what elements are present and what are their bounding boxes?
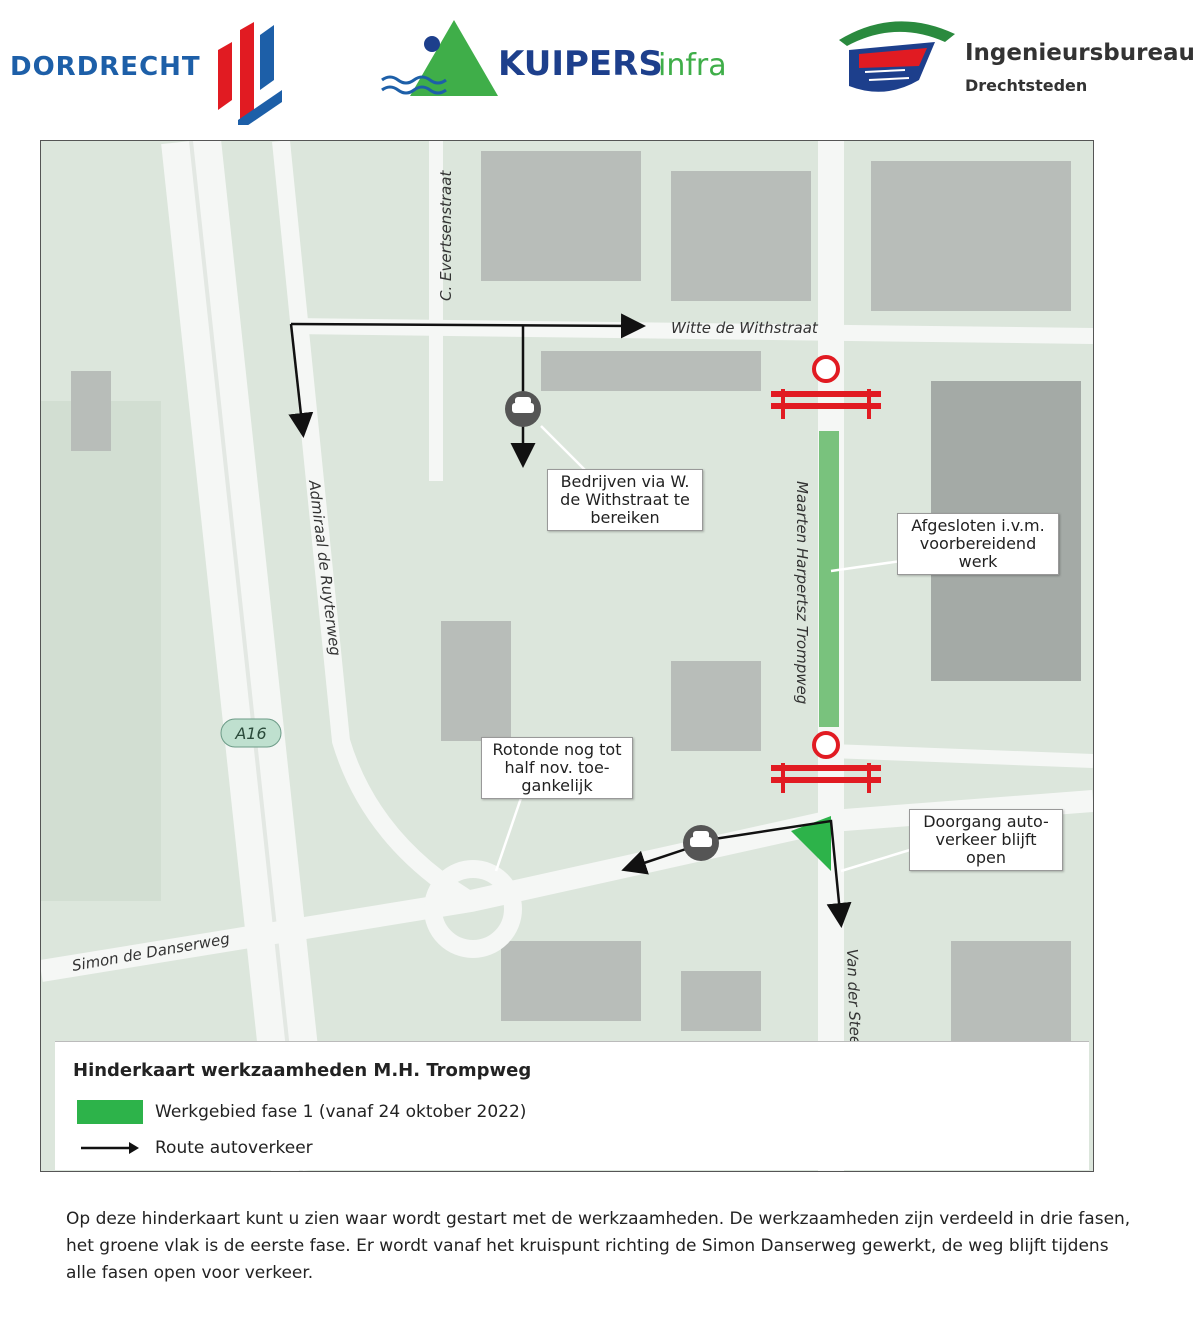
hindrance-map bbox=[40, 140, 1094, 1172]
work-area-phase-1 bbox=[819, 431, 839, 727]
callout-afgesloten: Afgesloten i.v.m. voorbereidend werk bbox=[897, 513, 1059, 575]
dordrecht-wordmark: DORDRECHT bbox=[10, 52, 201, 82]
street-simon-de-danserweg: Simon de Danserweg bbox=[70, 929, 232, 975]
callout-doorgang: Doorgang auto- verkeer blijft open bbox=[909, 809, 1063, 871]
callout-bedrijven: Bedrijven via W. de Withstraat te bereiken bbox=[547, 469, 703, 531]
ingenieursbureau-emblem-icon bbox=[835, 10, 955, 100]
street-admiraal-de-ruyterweg: Admiraal de Ruyterweg bbox=[305, 479, 345, 657]
a16-label: A16 bbox=[235, 724, 267, 743]
green-area bbox=[41, 401, 161, 901]
map-legend bbox=[55, 1041, 1089, 1170]
legend-swatch-work-area bbox=[77, 1100, 143, 1124]
kuipers-logo bbox=[380, 10, 760, 110]
legend-row-work-area bbox=[77, 1100, 526, 1124]
ingenieursbureau-logo bbox=[835, 10, 1195, 110]
callout-rotonde: Rotonde nog tot half nov. toe- gankelijk bbox=[481, 737, 633, 799]
kuipers-wordmark: KUIPERS bbox=[498, 44, 663, 84]
street-witte-de-withstraat: Witte de Withstraat bbox=[671, 319, 818, 337]
legend-title: Hinderkaart werkzaamheden M.H. Trompweg bbox=[73, 1060, 532, 1081]
arrow-icon bbox=[77, 1136, 143, 1160]
street-evertsenstraat: C. Evertsenstraat bbox=[437, 170, 455, 301]
street-trompweg: Maarten Harpertsz Trompweg bbox=[793, 481, 811, 705]
kuipers-sub-wordmark: infra bbox=[658, 48, 727, 83]
car-icon bbox=[505, 391, 541, 427]
ingenieursbureau-sub-wordmark: Drechtsteden bbox=[965, 76, 1088, 95]
dordrecht-emblem-icon bbox=[200, 10, 290, 125]
legend-route-label: Route autoverkeer bbox=[155, 1138, 313, 1158]
kuipers-emblem-icon bbox=[380, 10, 500, 100]
ingenieursbureau-wordmark: Ingenieursbureau bbox=[965, 40, 1195, 66]
dordrecht-logo bbox=[10, 10, 290, 125]
map-canvas bbox=[41, 141, 1093, 1171]
legend-work-area-label: Werkgebied fase 1 (vanaf 24 oktober 2022) bbox=[155, 1102, 527, 1122]
car-icon bbox=[683, 825, 719, 861]
footnote-text: Op deze hinderkaart kunt u zien waar wordt gestart met de werkzaamheden. De werkzaamheden zijn verdeeld in drie fasen, het groene vlak is de eerste fase. Er wordt vanaf het kruispunt richting de Simon Danserweg gewerkt, de weg blijft tijdens alle fasen open voor verkeer. bbox=[66, 1209, 1131, 1283]
logo-header bbox=[0, 0, 1200, 130]
legend-row-route bbox=[77, 1136, 313, 1160]
